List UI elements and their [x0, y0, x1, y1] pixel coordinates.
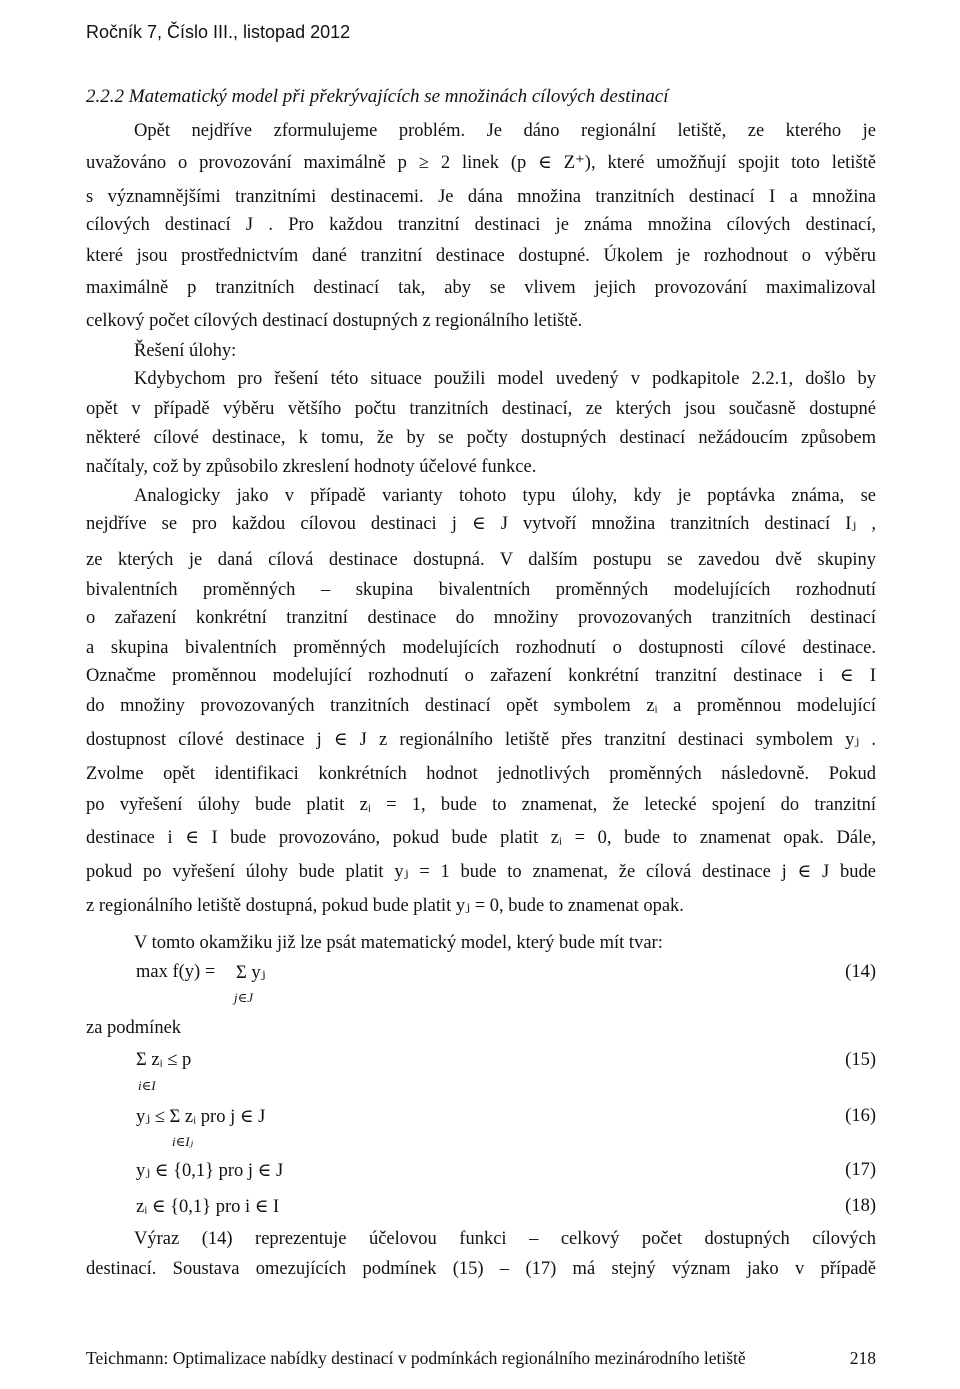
text-line: destinace i ∈ I bude provozováno, pokud bude platit zᵢ = 0, bude to znamenat opak. Dále, — [86, 828, 876, 848]
subheading: Řešení úlohy: — [134, 341, 237, 361]
equation-number: (16) — [845, 1106, 876, 1126]
text-line: nejdříve se pro každou cílovou destinaci j ∈ J vytvoří množina tranzitních destinací Iⱼ , — [86, 514, 876, 534]
equation-body: yⱼ ∈ {0,1} pro j ∈ J — [136, 1161, 284, 1181]
text-line: Výraz (14) reprezentuje účelovou funkci – celkový počet dostupných cílových — [134, 1229, 876, 1249]
text-line: destinací. Soustava omezujících podmínek (15) – (17) má stejný význam jako v případě — [86, 1259, 876, 1279]
text-line: Analogicky jako v případě varianty tohoto typu úlohy, kdy je poptávka známa, se — [134, 486, 876, 506]
section-title: 2.2.2 Matematický model při překrývajících se množinách cílových destinací — [86, 86, 669, 107]
text-line: Zvolme opět identifikaci konkrétních hodnot jednotlivých proměnných následovně. Pokud — [86, 764, 876, 784]
text-line: bivalentních proměnných – skupina bivalentních proměnných modelujících rozhodnutí — [86, 580, 876, 600]
equation-15 — [86, 1050, 876, 1094]
running-footer: Teichmann: Optimalizace nabídky destinací v podmínkách regionálního mezinárodního letiště — [86, 1348, 746, 1368]
equation-body: zᵢ ∈ {0,1} pro i ∈ I — [136, 1197, 280, 1217]
text-line: celkový počet cílových destinací dostupných z regionálního letiště. — [86, 311, 583, 331]
equation-body: Σ zᵢ ≤ p — [136, 1050, 192, 1070]
text-line: některé cílové destinace, k tomu, že by se počty dostupných destinací nežádoucím způsobem — [86, 428, 876, 448]
text-line: Opět nejdříve zformulujeme problém. Je dáno regionální letiště, ze kterého je — [134, 121, 876, 141]
text-line: které jsou prostřednictvím dané tranzitní destinace dostupné. Úkolem je rozhodnout o výběru — [86, 246, 876, 266]
equation-lhs: max f(y) = — [136, 962, 216, 982]
text-line: načítaly, což by způsobilo zkreslení hodnoty účelové funkce. — [86, 457, 537, 477]
text-line: uvažováno o provozování maximálně p ≥ 2 linek (p ∈ Z⁺), které umožňují spojit toto letiště — [86, 153, 876, 173]
text-line: dostupnost cílové destinace j ∈ J z regionálního letiště přes tranzitní destinaci symbolem yⱼ . — [86, 730, 876, 750]
equation-number: (14) — [845, 962, 876, 982]
equation-body: yⱼ ≤ Σ zᵢ pro j ∈ J — [136, 1107, 266, 1127]
equation-number: (17) — [845, 1160, 876, 1180]
text-line: V tomto okamžiku již lze psát matematický model, který bude mít tvar: — [134, 933, 663, 953]
page-number: 218 — [849, 1348, 876, 1368]
text-line: o zařazení konkrétní tranzitní destinace do množiny provozovaných tranzitních destinací — [86, 608, 876, 628]
text-line: po vyřešení úlohy bude platit zᵢ = 1, bude to znamenat, že letecké spojení do tranzitní — [86, 795, 876, 815]
equation-number: (15) — [845, 1050, 876, 1070]
equation-subscript: j∈J — [234, 990, 254, 1005]
text-line: cílových destinací J . Pro každou tranzitní destinaci je známa množina cílových destinací, — [86, 215, 876, 235]
text-line: opět v případě výběru většího počtu tranzitních destinací, ze kterých jsou současně dostupné — [86, 399, 876, 419]
equation-subscript: i∈Iⱼ — [172, 1134, 193, 1149]
equation-body: Σ yⱼ — [236, 963, 266, 983]
text-line: pokud po vyřešení úlohy bude platit yⱼ = 1 bude to znamenat, že cílová destinace j ∈ J bude — [86, 862, 876, 882]
conditions-label — [86, 1018, 876, 1039]
text-line: do množiny provozovaných tranzitních destinací opět symbolem zᵢ a proměnnou modelující — [86, 696, 876, 716]
equation-16 — [86, 1106, 876, 1150]
equation-14 — [86, 962, 876, 1010]
text-line: Kdybychom pro řešení této situace použili model uvedený v podkapitole 2.2.1, došlo by — [134, 369, 876, 389]
running-header: Ročník 7, Číslo III., listopad 2012 — [86, 22, 351, 42]
text-line: maximálně p tranzitních destinací tak, aby se vlivem jejich provozování maximalizoval — [86, 278, 876, 298]
text-line: z regionálního letiště dostupná, pokud bude platit yⱼ = 0, bude to znamenat opak. — [86, 896, 684, 916]
text-line: Označme proměnnou modelující rozhodnutí o zařazení konkrétní tranzitní destinace i ∈ I — [86, 666, 876, 686]
text-line: s významnějšími tranzitními destinacemi. Je dána množina tranzitních destinací I a množina — [86, 187, 876, 207]
text-line: ze kterých je daná cílová destinace dostupná. V dalším postupu se zavedou dvě skupiny — [86, 550, 876, 570]
conditions-label-text: za podmínek — [86, 1018, 182, 1038]
equation-number: (18) — [845, 1196, 876, 1216]
text-line: a skupina bivalentních proměnných modelujících rozhodnutí o dostupnosti cílové destinace. — [86, 638, 876, 658]
equation-subscript: i∈I — [138, 1078, 156, 1093]
